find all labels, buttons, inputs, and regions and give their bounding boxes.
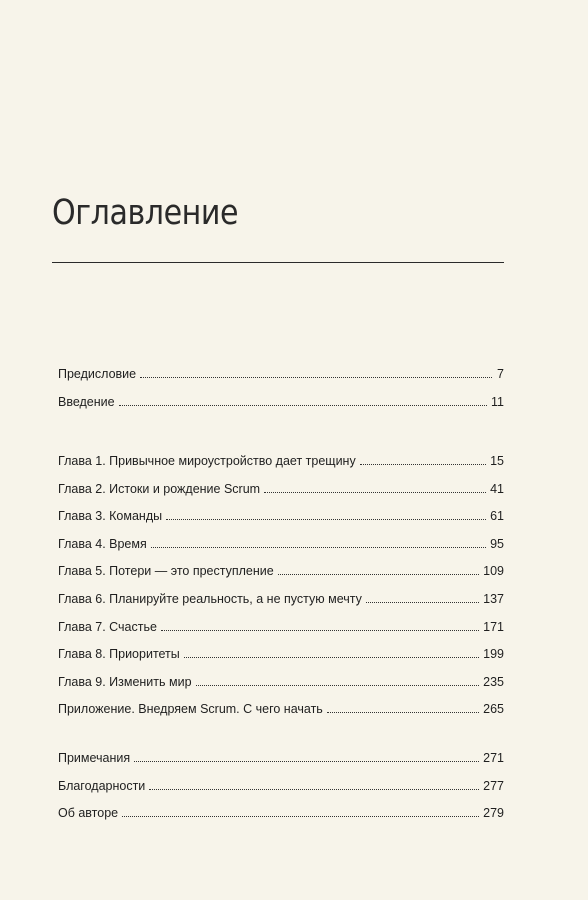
toc-entry-label: Глава 6. Планируйте реальность, а не пустую мечту bbox=[58, 592, 362, 606]
toc-entry bbox=[58, 618, 504, 636]
toc-entry-label: Примечания bbox=[58, 751, 131, 765]
toc-entry-label: Глава 2. Истоки и рождение Scrum bbox=[58, 481, 261, 496]
toc-entry-page: 279 bbox=[483, 806, 504, 821]
toc-entry bbox=[58, 777, 504, 795]
dot-leader bbox=[134, 761, 479, 762]
dot-leader bbox=[184, 657, 479, 658]
dot-leader bbox=[122, 816, 479, 817]
toc-entry bbox=[58, 590, 504, 608]
toc-entry-label: Приложение. Внедряем Scrum. С чего начать bbox=[58, 702, 323, 717]
toc-entry-label: Глава 9. Изменить мир bbox=[58, 674, 192, 689]
toc-entry-page: 95 bbox=[490, 536, 504, 551]
toc-entry-label: Об авторе bbox=[58, 806, 119, 821]
toc-entry-page: 171 bbox=[483, 619, 504, 634]
toc-entry bbox=[58, 535, 504, 553]
toc-entry bbox=[58, 393, 504, 411]
toc-entry-page: 7 bbox=[497, 367, 504, 381]
dot-leader bbox=[149, 789, 479, 790]
toc-entry-label: Глава 1. Привычное мироустройство дает трещину bbox=[58, 454, 356, 468]
toc-entry-page: 61 bbox=[490, 509, 504, 524]
toc-entry-page: 11 bbox=[491, 394, 504, 409]
toc-entry-label: Предисловие bbox=[58, 367, 137, 381]
toc-entry-page: 235 bbox=[483, 674, 504, 689]
toc-entry-page: 15 bbox=[490, 454, 504, 468]
toc-entry-page: 199 bbox=[483, 647, 504, 662]
dot-leader bbox=[151, 547, 486, 548]
toc-entry-page: 265 bbox=[483, 702, 504, 717]
toc-entry-page: 109 bbox=[483, 564, 504, 579]
dot-leader bbox=[278, 574, 479, 575]
toc-entry-label: Глава 3. Команды bbox=[58, 509, 163, 524]
toc-entry-page: 137 bbox=[483, 592, 504, 606]
toc-entry-page: 41 bbox=[490, 481, 504, 496]
toc-entry bbox=[58, 700, 504, 718]
dot-leader bbox=[360, 464, 486, 465]
toc-entry-label: Благодарности bbox=[58, 778, 146, 793]
toc-entry bbox=[58, 452, 504, 470]
toc-entry bbox=[58, 562, 504, 580]
toc-entry-label: Введение bbox=[58, 394, 115, 409]
dot-leader bbox=[327, 712, 479, 713]
toc-entry bbox=[58, 749, 504, 767]
toc-entry-label: Глава 5. Потери — это преступление bbox=[58, 564, 274, 579]
toc-entry bbox=[58, 480, 504, 498]
dot-leader bbox=[196, 685, 480, 686]
title-rule bbox=[52, 262, 504, 263]
page-title: Оглавление bbox=[52, 193, 239, 233]
toc-entry bbox=[58, 365, 504, 383]
dot-leader bbox=[119, 405, 487, 406]
dot-leader bbox=[161, 630, 479, 631]
toc-entry bbox=[58, 673, 504, 691]
dot-leader bbox=[166, 519, 486, 520]
toc-entry-label: Глава 8. Приоритеты bbox=[58, 647, 180, 662]
toc-entry bbox=[58, 507, 504, 525]
toc-entry-label: Глава 7. Счастье bbox=[58, 619, 157, 634]
dot-leader bbox=[140, 377, 492, 378]
dot-leader bbox=[366, 602, 479, 603]
dot-leader bbox=[264, 492, 486, 493]
toc-entry-page: 271 bbox=[483, 751, 504, 765]
toc-entry-page: 277 bbox=[483, 778, 504, 793]
toc-entry bbox=[58, 804, 504, 822]
toc-entry bbox=[58, 645, 504, 663]
toc-entry-label: Глава 4. Время bbox=[58, 536, 147, 551]
